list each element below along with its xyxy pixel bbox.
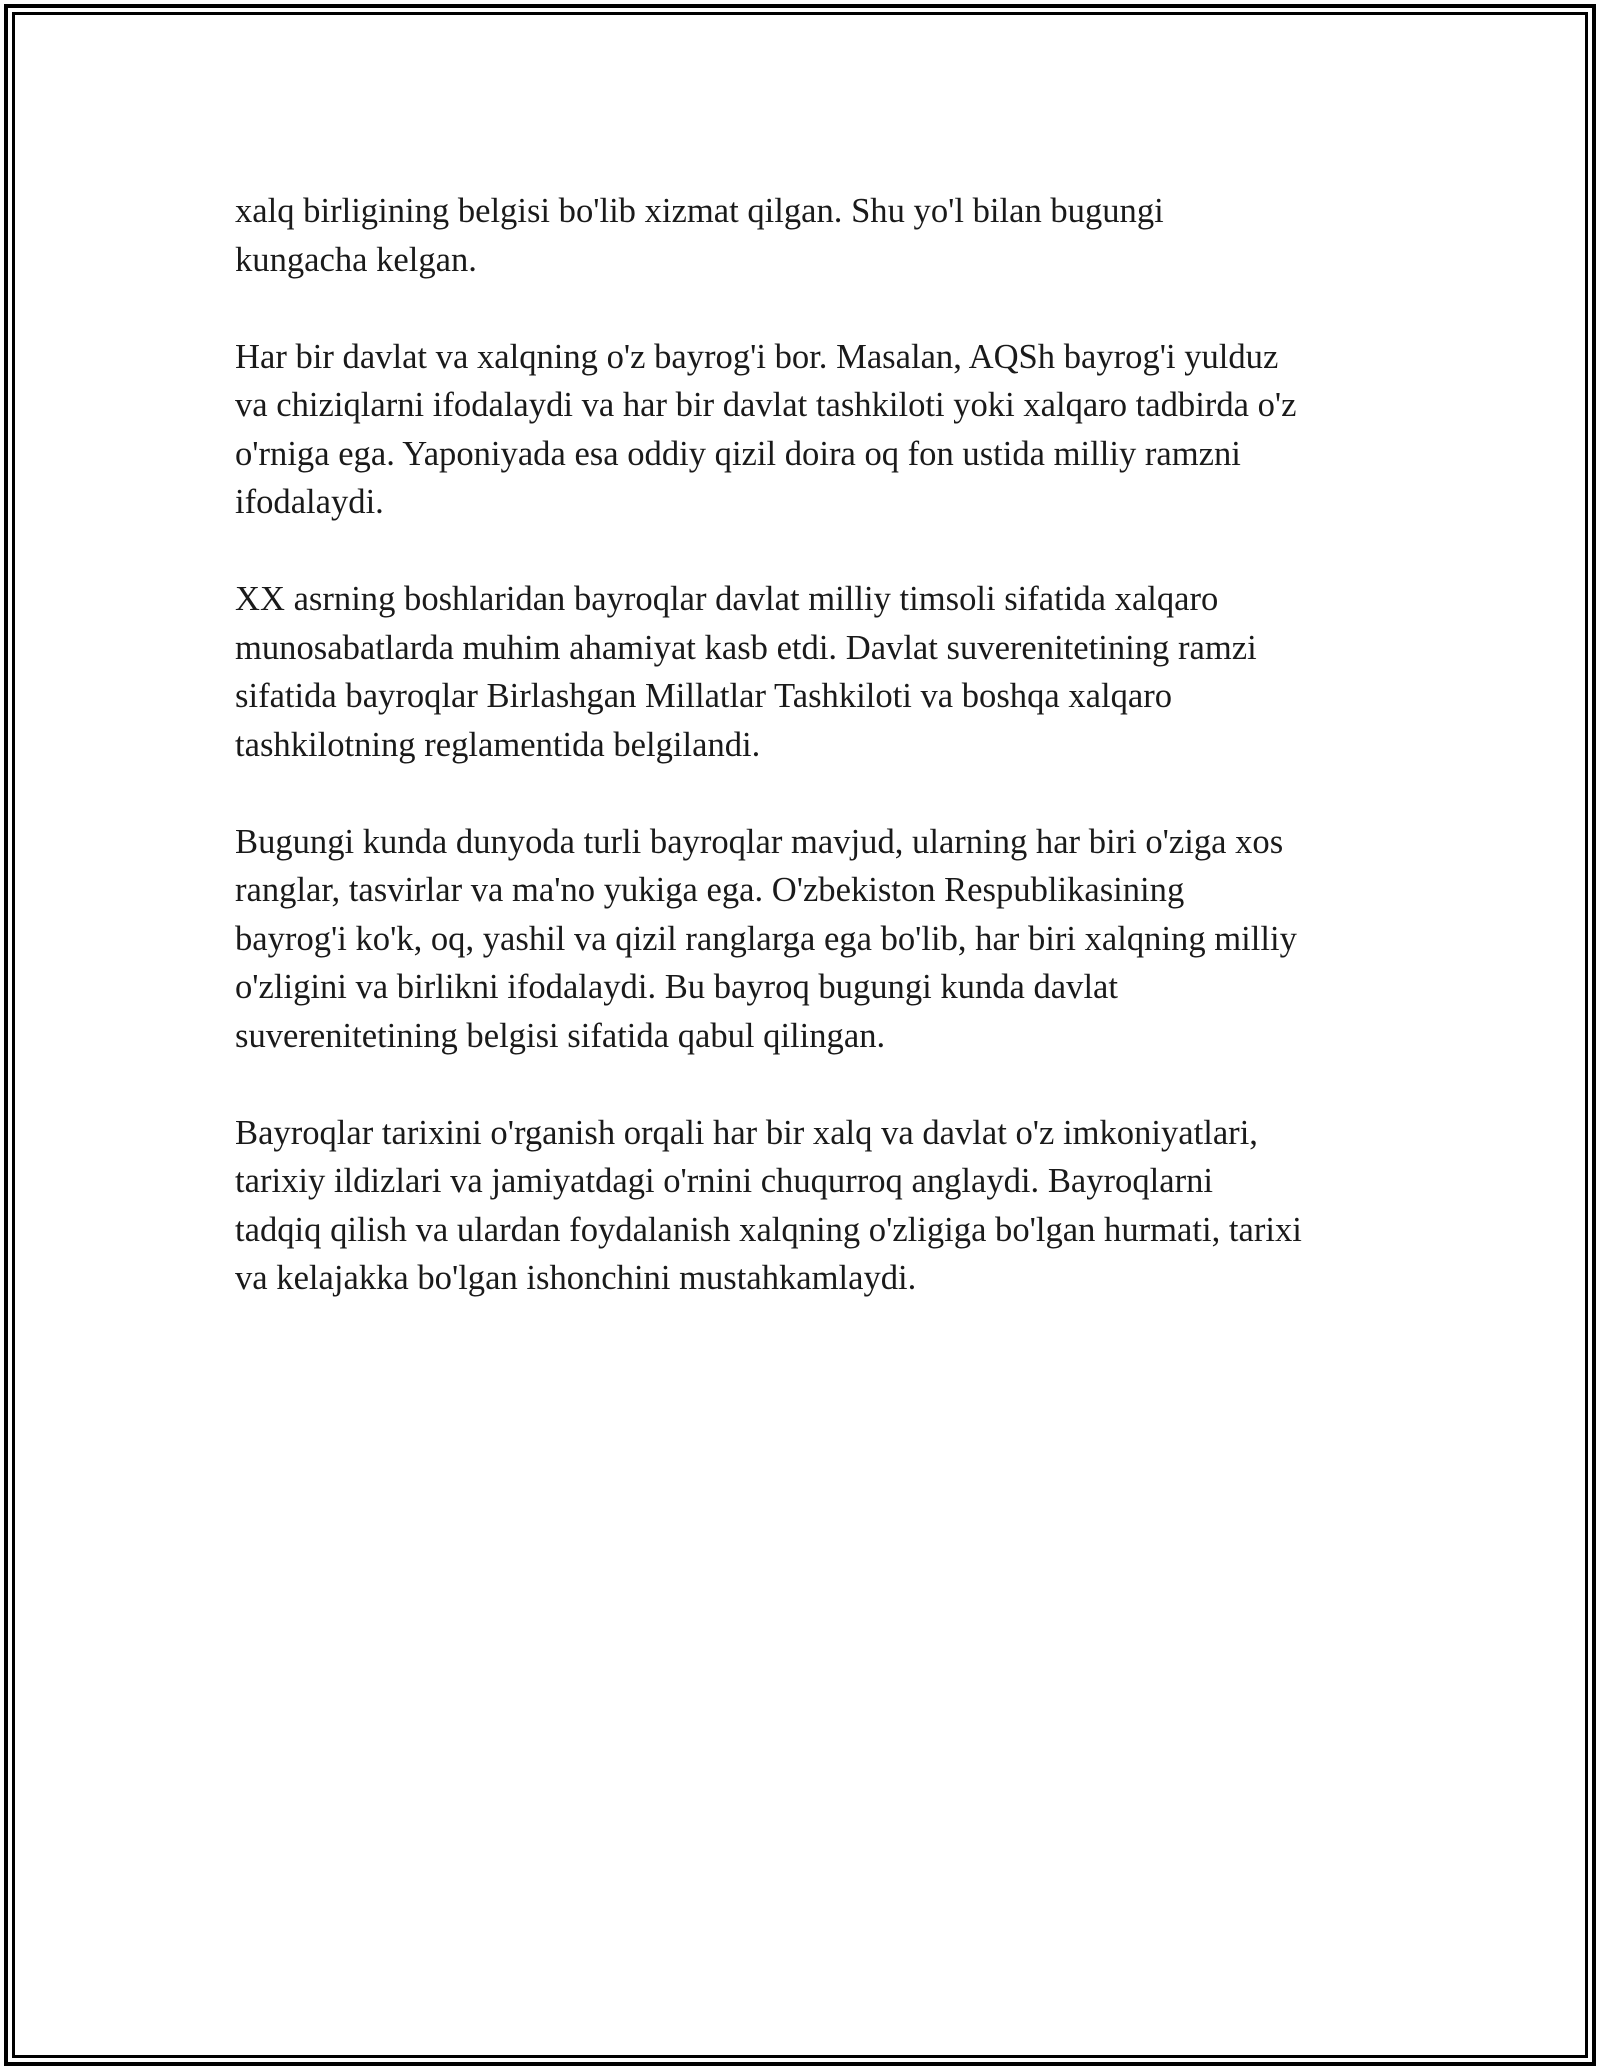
paragraph-5: Bayroqlar tarixini o'rganish orqali har bir xalq va davlat o'z imkoniyatlari, tarixiy ildizlari va jamiyatdagi o'rnini chuqurroq anglaydi. Bayroqlarni tadqiq qilish va ulardan foydalanish xalqning o'zligiga bo'lgan hurmati, tarixi va kelajakka bo'lgan ishonchini mustahkamlaydi. [235,1113,1302,1297]
paragraph-3: XX asrning boshlaridan bayroqlar davlat milliy timsoli sifatida xalqaro munosabatlarda muhim ahamiyat kasb etdi. Davlat suverenitetining ramzi sifatida bayroqlar Birlashgan Millatlar Tashkiloti va boshqa xalqaro tashkilotning reglamentida belgilandi. [235,580,1257,764]
paragraph-2: Har bir davlat va xalqning o'z bayrog'i bor. Masalan, AQSh bayrog'i yulduz va chiziqlarni ifodalaydi va har bir davlat tashkiloti yoki xalqaro tadbirda o'z o'rniga ega. Yaponiyada esa oddiy qizil doira oq fon ustida milliy ramzni ifodalaydi. [235,337,1297,521]
paragraph-4: Bugungi kunda dunyoda turli bayroqlar mavjud, ularning har biri o'ziga xos ranglar, tasvirlar va ma'no yukiga ega. O'zbekiston Respublikasining bayrog'i ko'k, oq, yashil va qizil ranglarga ega bo'lib, har biri xalqning milliy o'zligini va birlikni ifodalaydi. Bu bayroq bugungi kunda davlat suverenitetining belgisi sifatida qabul qilingan. [235,822,1297,1055]
document-body [235,187,1385,1351]
paragraph-1: xalq birligining belgisi bo'lib xizmat qilgan. Shu yo'l bilan bugungi kungacha kelgan. [235,192,1164,279]
